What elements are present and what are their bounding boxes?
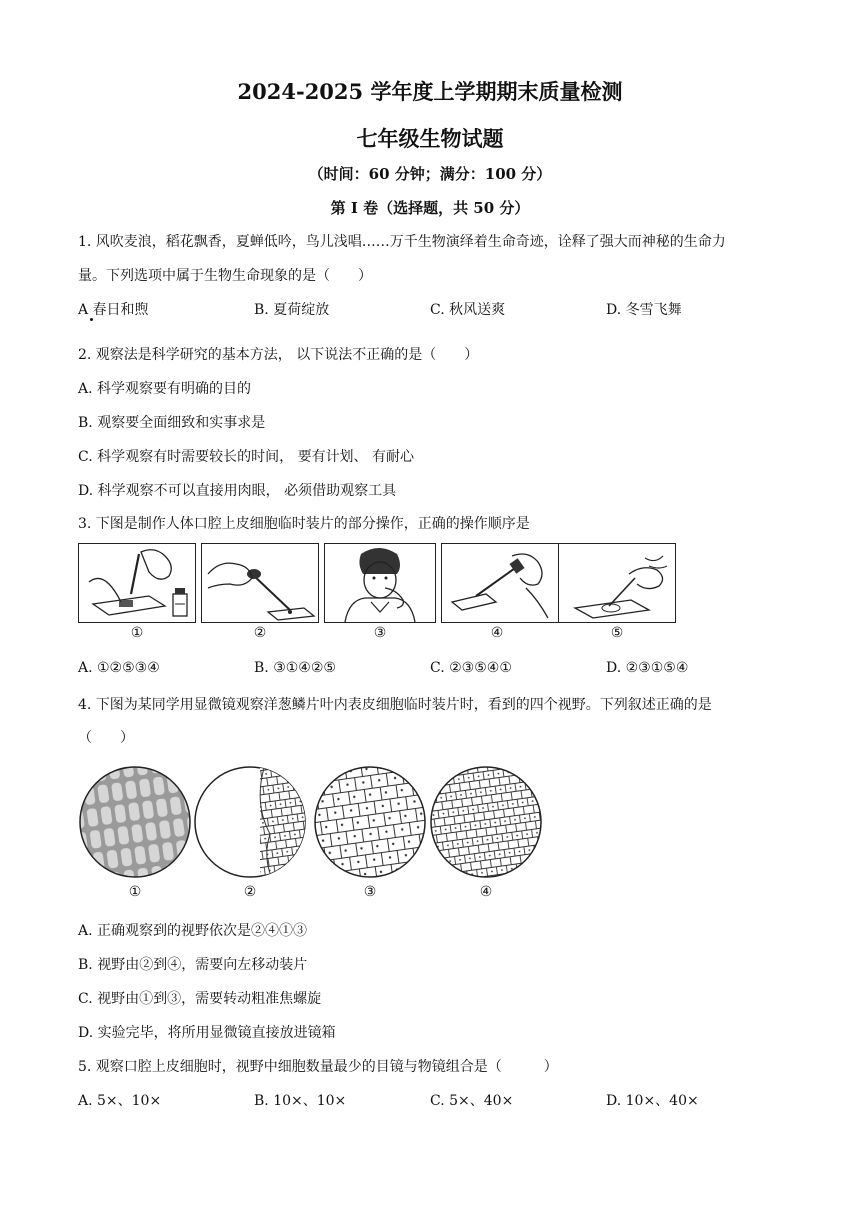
question-3-option-d: D. ②③①⑤④ bbox=[606, 660, 689, 676]
microscope-views-figure bbox=[78, 764, 548, 904]
question-2-option-d: D. 科学观察不可以直接用肉眼， 必须借助观察工具 bbox=[78, 483, 397, 499]
view-4-small-cells bbox=[431, 767, 541, 877]
view-2-offset bbox=[195, 764, 320, 882]
step-5-illustration bbox=[558, 543, 676, 623]
question-1-option-a: A 春日和煦 bbox=[78, 302, 149, 318]
question-1-line-1: 1. 风吹麦浪，稻花飘香，夏蝉低吟，鸟儿浅唱……万千生物演绎着生命奇迹，诠释了强大而神秘的生命力 bbox=[78, 234, 726, 250]
question-3-stem: 3. 下图是制作人体口腔上皮细胞临时装片的部分操作，正确的操作顺序是 bbox=[78, 516, 530, 532]
question-4-option-a: A. 正确观察到的视野依次是②④①③ bbox=[78, 923, 308, 939]
question-5-option-c: C. 5×、40× bbox=[430, 1093, 514, 1109]
question-3-option-a: A. ①②⑤③④ bbox=[78, 660, 160, 676]
view-3-large-cells bbox=[315, 767, 425, 877]
view-label-2: ② bbox=[243, 884, 257, 900]
question-1-line-2: 量。下列选项中属于生物生命现象的是（ ） bbox=[78, 268, 372, 284]
step-3-illustration bbox=[324, 543, 436, 623]
question-2-stem: 2. 观察法是科学研究的基本方法， 以下说法不正确的是（ ） bbox=[78, 347, 479, 363]
question-4-option-b: B. 视野由②到④，需要向左移动装片 bbox=[78, 957, 308, 973]
question-4-line-2: （ ） bbox=[78, 730, 134, 746]
question-5-stem: 5. 观察口腔上皮细胞时，视野中细胞数量最少的目镜与物镜组合是（ ） bbox=[78, 1059, 558, 1075]
view-label-1: ① bbox=[128, 884, 142, 900]
question-4-line-1: 4. 下图为某同学用显微镜观察洋葱鳞片叶内表皮细胞临时装片时，看到的四个视野。下列叙述正确的是 bbox=[78, 697, 712, 713]
step-label-1: ① bbox=[130, 625, 144, 641]
emphasis-dot bbox=[90, 318, 93, 321]
question-2-option-a: A. 科学观察要有明确的目的 bbox=[78, 381, 252, 397]
question-3-option-b: B. ③①④②⑤ bbox=[254, 660, 336, 676]
exam-title: 2024-2025 学年度上学期期末质量检测 bbox=[237, 79, 623, 104]
question-2-option-c: C. 科学观察有时需要较长的时间， 要有计划、 有耐心 bbox=[78, 449, 415, 465]
step-4-illustration bbox=[441, 543, 559, 623]
view-label-3: ③ bbox=[363, 884, 377, 900]
step-label-2: ② bbox=[253, 625, 267, 641]
question-1-option-d: D. 冬雪飞舞 bbox=[606, 302, 682, 318]
step-2-illustration bbox=[201, 543, 319, 623]
question-3-option-c: C. ②③⑤④① bbox=[430, 660, 512, 676]
section-heading: 第 I 卷（选择题，共 50 分） bbox=[330, 199, 530, 217]
exam-subtitle: 七年级生物试题 bbox=[356, 126, 504, 151]
time-info: （时间：60 分钟；满分：100 分） bbox=[308, 165, 552, 183]
question-4-option-c: C. 视野由①到③，需要转动粗准焦螺旋 bbox=[78, 991, 322, 1007]
question-4-option-d: D. 实验完毕，将所用显微镜直接放进镜箱 bbox=[78, 1025, 336, 1041]
question-1-option-c: C. 秋风送爽 bbox=[430, 302, 506, 318]
question-5-option-d: D. 10×、40× bbox=[606, 1093, 699, 1109]
question-5-option-b: B. 10×、10× bbox=[254, 1093, 347, 1109]
view-label-4: ④ bbox=[479, 884, 493, 900]
step-1-illustration bbox=[78, 543, 196, 623]
view-1-blurry bbox=[80, 767, 190, 877]
step-label-3: ③ bbox=[373, 625, 387, 641]
step-label-4: ④ bbox=[490, 625, 504, 641]
question-1-option-b: B. 夏荷绽放 bbox=[254, 302, 330, 318]
slide-preparation-figure bbox=[78, 543, 678, 643]
step-label-5: ⑤ bbox=[610, 625, 624, 641]
question-2-option-b: B. 观察要全面细致和实事求是 bbox=[78, 415, 266, 431]
question-5-option-a: A. 5×、10× bbox=[78, 1093, 162, 1109]
